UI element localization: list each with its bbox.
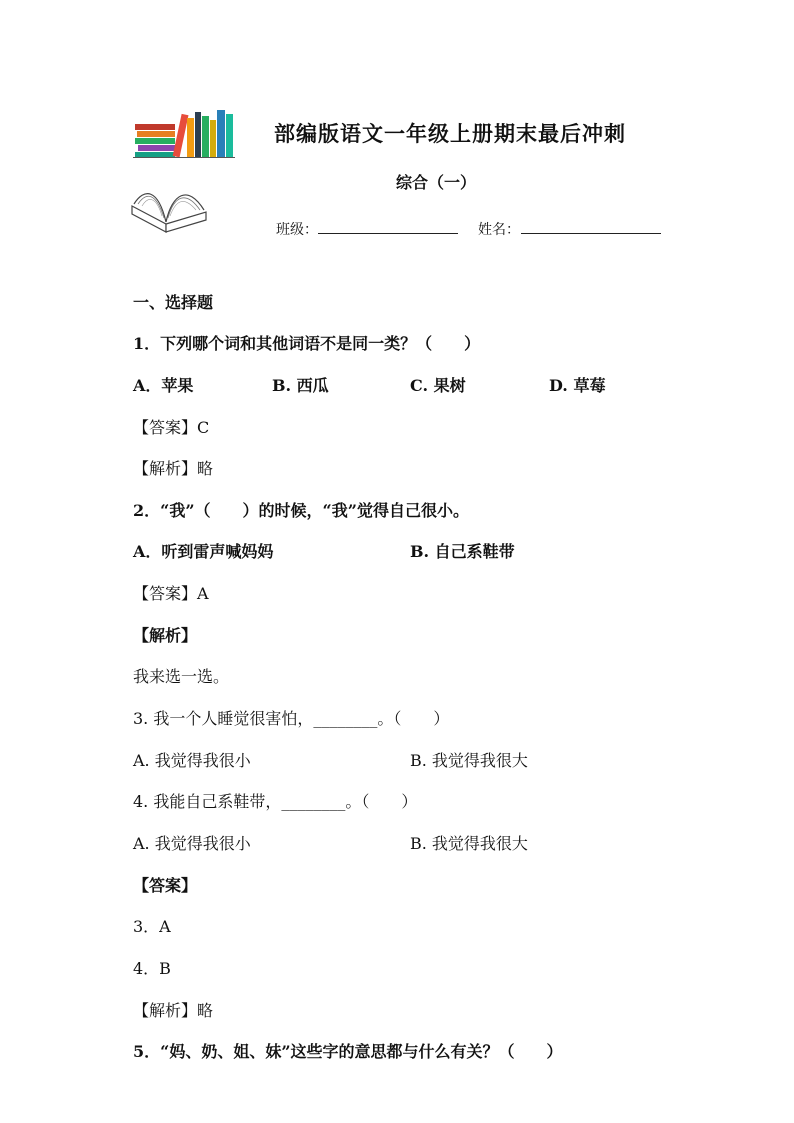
question-4-option-b: B. 我觉得我很大	[410, 834, 528, 853]
question-1-answer: 【答案】C	[133, 418, 210, 437]
page-title: 部编版语文一年级上册期末最后冲刺	[274, 121, 626, 146]
question-2-answer: 【答案】A	[133, 584, 209, 603]
section-heading: 一、选择题	[133, 293, 214, 312]
class-field[interactable]	[318, 233, 458, 234]
question-5-stem: 5．“妈、奶、姐、妹”这些字的意思都与什么有关？（ ）	[133, 1042, 563, 1061]
question-1-option-b: B. 西瓜	[272, 376, 329, 395]
question-4-answer: 4．B	[133, 959, 171, 978]
open-book-icon	[128, 176, 210, 238]
question-2-option-a: A．听到雷声喊妈妈	[133, 542, 274, 561]
question-3-stem: 3. 我一个人睡觉很害怕，________。（ ）	[133, 709, 450, 728]
question-1-stem: 1．下列哪个词和其他词语不是同一类？（ ）	[133, 334, 481, 353]
question-1-option-d: D. 草莓	[549, 376, 606, 395]
class-label: 班级：	[276, 222, 318, 238]
stacked-books-icon	[133, 108, 235, 158]
question-2-option-b: B. 自己系鞋带	[410, 542, 515, 561]
question-2-stem: 2．“我”（ ）的时候，“我”觉得自己很小。	[133, 501, 469, 520]
question-2-analysis: 【解析】	[133, 626, 198, 645]
question-1-option-c: C. 果树	[410, 376, 466, 395]
question-3-answer: 3．A	[133, 917, 171, 936]
question-3-option-a: A. 我觉得我很小	[133, 751, 251, 770]
question-1-option-a: A．苹果	[133, 376, 194, 395]
question-3-option-b: B. 我觉得我很大	[410, 751, 528, 770]
question-3-4-answer-heading: 【答案】	[133, 876, 198, 895]
page-subtitle: 综合（一）	[396, 173, 477, 192]
question-4-stem: 4. 我能自己系鞋带，________。（ ）	[133, 792, 418, 811]
question-2-note: 我来选一选。	[133, 667, 230, 686]
question-3-4-analysis: 【解析】略	[133, 1001, 214, 1020]
name-field[interactable]	[521, 233, 661, 234]
question-1-analysis: 【解析】略	[133, 459, 214, 478]
question-4-option-a: A. 我觉得我很小	[133, 834, 251, 853]
name-label: 姓名：	[478, 222, 520, 238]
